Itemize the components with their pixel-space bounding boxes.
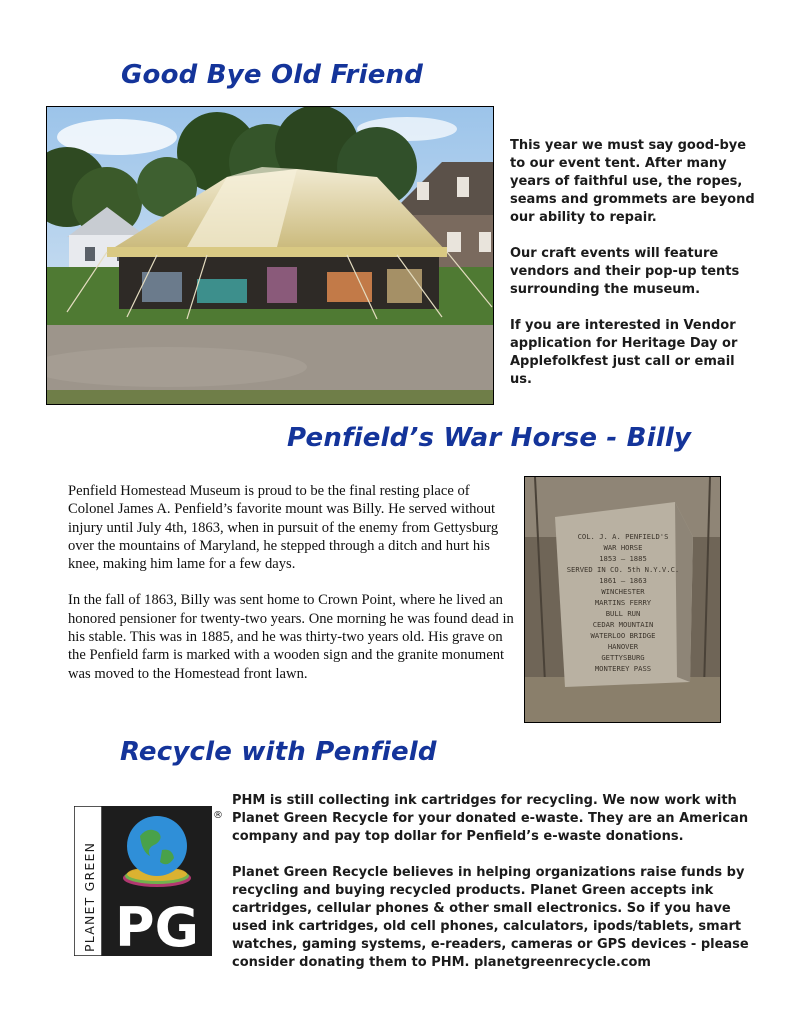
planet-green-side-text: PLANET GREEN bbox=[82, 841, 97, 952]
tent-paragraph-1: This year we must say good-bye to our event tent. After many years of faithful use, the ropes, seams and grommets are beyond our ability to repair. bbox=[510, 138, 755, 225]
planet-green-logo bbox=[74, 806, 226, 956]
globe-icon bbox=[127, 816, 187, 876]
grave-inscription-line: COL. J. A. PENFIELD'S bbox=[577, 532, 669, 541]
grave-inscription-line: CEDAR MOUNTAIN bbox=[592, 620, 654, 629]
grave-inscription-line: GETTYSBURG bbox=[601, 653, 645, 662]
registered-mark: ® bbox=[213, 810, 223, 821]
grave-inscription-line: WINCHESTER bbox=[601, 587, 645, 596]
grave-inscription-line: SERVED IN CO. 5th N.Y.V.C. bbox=[566, 565, 680, 574]
war-horse-paragraph-2: In the fall of 1863, Billy was sent home to Crown Point, where he lived an honored pensioner for twenty-two years. One morning he was found dead in his stable. This was in 1885, and he was thirty-two years old. His grave on the Penfield farm is marked with a wooden sign and the granite monument was moved to the Homestead front lawn. bbox=[68, 592, 514, 682]
tent-paragraph-3: If you are interested in Vendor application for Heritage Day or Applefolkfest just call or email us. bbox=[510, 318, 738, 387]
grave-inscription-line: BULL RUN bbox=[605, 609, 641, 618]
grave-inscription-line: WAR HORSE bbox=[603, 543, 643, 552]
grave-inscription-line: HANOVER bbox=[607, 642, 639, 651]
heading-good-bye: Good Bye Old Friend bbox=[121, 60, 424, 90]
grave-monument-photo bbox=[524, 476, 721, 723]
heading-recycle: Recycle with Penfield bbox=[120, 737, 437, 767]
heading-war-horse: Penfield’s War Horse - Billy bbox=[287, 423, 692, 453]
recycle-paragraph-2: Planet Green Recycle believes in helping organizations raise funds by recycling and buying recycled products. Planet Green accepts ink cartridges, cellular phones & other small electronics. So if you have used ink cartridges, old cell phones, calculators, ipods/tablets, smart watches, gaming systems, e-readers, cameras or GPS devices - please consider donating them to PHM. planetgreenrecycle.com bbox=[232, 865, 749, 970]
event-tent-photo bbox=[46, 106, 494, 405]
grave-inscription-line: 1853 — 1885 bbox=[599, 554, 647, 563]
grave-inscription-line: 1861 — 1863 bbox=[599, 576, 647, 585]
tent-paragraph-2: Our craft events will feature vendors and their pop-up tents surrounding the museum. bbox=[510, 246, 740, 297]
recycle-text bbox=[232, 792, 752, 972]
war-horse-paragraph-1: Penfield Homestead Museum is proud to be the final resting place of Colonel James A. Penfield’s favorite mount was Billy. He served without injury until July 4th, 1863, when in pursuit of the enemy from Gettysburg over the mountains of Maryland, he stepped through a ditch and hurt his knee, making him lame for a few days. bbox=[68, 483, 499, 573]
grave-inscription-line: MARTINS FERRY bbox=[594, 598, 652, 607]
recycle-paragraph-1: PHM is still collecting ink cartridges for recycling. We now work with Planet Green Recycle for your donated e-waste. They are an American company and pay top dollar for Penfield’s e-waste donations. bbox=[232, 793, 749, 844]
grave-inscription-line: WATERLOO BRIDGE bbox=[590, 631, 656, 640]
pg-letters: PG bbox=[115, 896, 199, 956]
war-horse-text bbox=[68, 482, 518, 683]
grave-inscription-line: MONTEREY PASS bbox=[594, 664, 652, 673]
tent-text bbox=[510, 137, 760, 389]
